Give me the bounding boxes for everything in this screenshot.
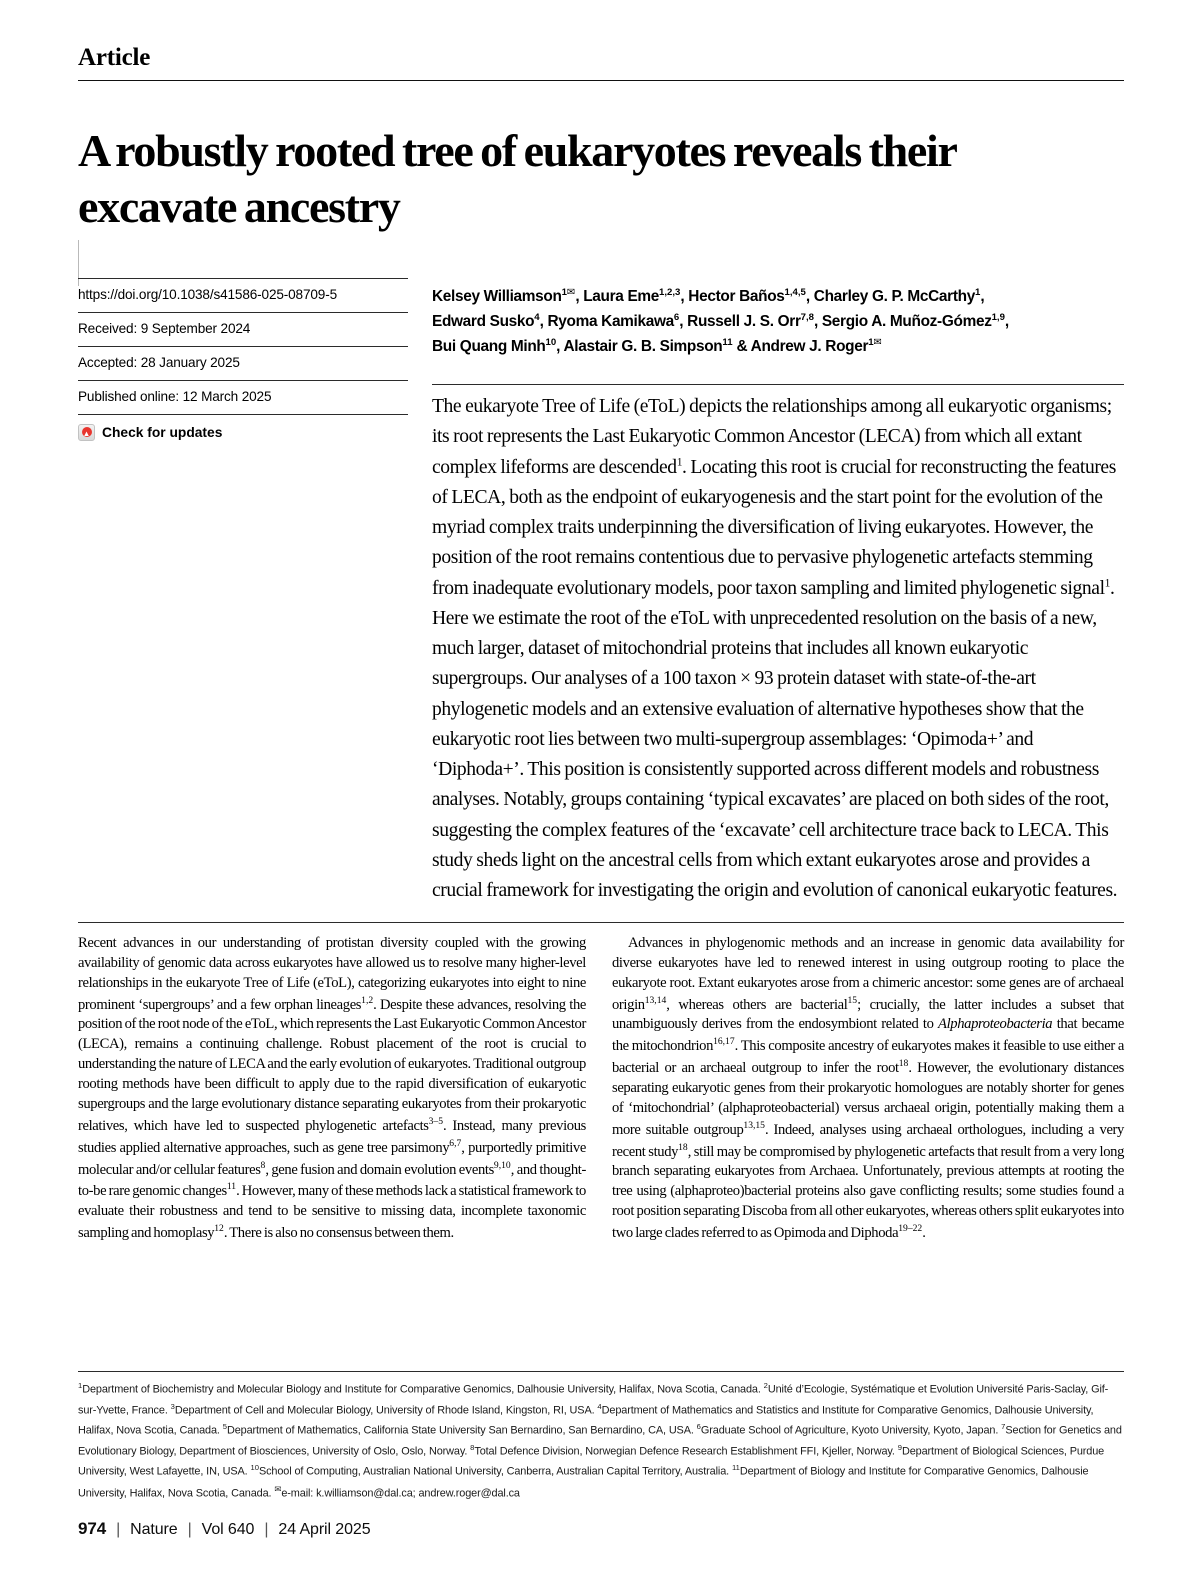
affiliations-divider bbox=[78, 1371, 1124, 1372]
abstract-divider bbox=[432, 384, 1124, 385]
body-column-right bbox=[612, 934, 1124, 1244]
body-paragraph-advances: Advances in phylogenomic methods and an increase in genomic data availability for diverse eukaryotes have led to renewed interest in using outgroup rooting to place the eukaryote root. Extant eukaryotes arose from a chimeric ancestor: some genes are of archaeal origin$^{13,14}$, whereas others are bacterial$^{15}$; crucially, the latter includes a subset that unambiguously derives from the endosymbiont related to Alphaproteobacteria that became the mitochondrion$^{16,17}$. This composite ancestry of eukaryotes makes it feasible to use either a bacterial or an archaeal outgroup to infer the root$^{18}$. However, the evolutionary distances separating eukaryotic genes from their prokaryotic homologues are notably shorter for genes of ‘mitochondrial’ (alphaproteobacterial) versus archaeal origin, potentially making them a more suitable outgroup$^{13,15}$. Indeed, analyses using archaeal orthologues, including a very recent study$^{18}$, still may be compromised by phylogenetic artefacts that result from a very long branch separating eukaryotes from Archaea. Unfortunately, previous attempts at rooting the tree using (alphaproteo)bacterial proteins also gave conflicting results; some studies found a root position separating Discoba from all other eukaryotes, whereas others split eukaryotes into two large clades referred to as Opimoda and Diphoda$^{19-22}$. bbox=[612, 935, 1125, 1241]
article-metadata bbox=[78, 278, 408, 441]
accepted-date: Accepted: 28 January 2025 bbox=[78, 346, 408, 380]
check-for-updates-label: Check for updates bbox=[102, 424, 223, 440]
corresponding-emails[interactable]: k.williamson@dal.ca; andrew.roger@dal.ca bbox=[316, 1487, 520, 1500]
affiliations: $^1$Department of Biochemistry and Molecular Biology and Institute for Comparative Genomics, Dalhousie University, Halifax, Nova Scotia, Canada. $^2$Unité d’Ecologie, Systématique et Evolution Université Paris-Saclay, Gif-sur-Yvette, France. $^3$Department of Cell and Molecular Biology, University of Rhode Island, Kingston, RI, USA. $^4$Department of Mathematics and Statistics and Institute for Comparative Genomics, Dalhousie University, Halifax, Nova Scotia, Canada. $^5$Department of Mathematics, California State University San Bernardino, San Bernardino, CA, USA. $^6$Graduate School of Agriculture, Kyoto University, Kyoto, Japan. $^7$Section for Genetics and Evolutionary Biology, Department of Biosciences, University of Oslo, Oslo, Norway. $^8$Total Defence Division, Norwegian Defence Research Establishment FFI, Kjeller, Norway. $^9$Department of Biological Sciences, Purdue University, West Lafayette, IN, USA. $^{10}$School of Computing, Australian National University, Canberra, Australian Capital Territory, Australia. $^{11}$Department of Biology and Institute for Comparative Genomics, Dalhousie University, Halifax, Nova Scotia, Canada. ✉e-mail: k.williamson@dal.ca; andrew.roger@dal.ca bbox=[78, 1381, 1122, 1500]
footer-page-number: 974 bbox=[78, 1519, 107, 1538]
abstract: The eukaryote Tree of Life (eToL) depicts the relationships among all eukaryotic organisms; its root represents the Last Eukaryotic Common Ancestor (LECA) from which all extant complex lifeforms are descended$^1$. Locating this root is crucial for reconstructing the features of LECA, both as the endpoint of eukaryogenesis and the start point for the evolution of the myriad complex traits underpinning the diversification of living eukaryotes. However, the position of the root remains contentious due to pervasive phylogenetic artefacts stemming from inadequate evolutionary models, poor taxon sampling and limited phylogenetic signal$^1$. Here we estimate the root of the eToL with unprecedented resolution on the basis of a new, much larger, dataset of mitochondrial proteins that includes all known eukaryotic supergroups. Our analyses of a 100 taxon × 93 protein dataset with state-of-the-art phylogenetic models and an extensive evaluation of alternative hypotheses show that the eukaryotic root lies between two multi-supergroup assemblages: ‘Opimoda+’ and ‘Diphoda+’. This position is consistently supported across different models and robustness analyses. Notably, groups containing ‘typical excavates’ are placed on both sides of the root, suggesting the complex features of the ‘excavate’ cell architecture trace back to LECA. This study sheds light on the ancestral cells from which extant eukaryotes arose and provides a crucial framework for investigating the origin and evolution of canonical eukaryotic features. bbox=[432, 396, 1118, 902]
author-list bbox=[432, 284, 1112, 359]
footer-separator-3: | bbox=[264, 1521, 269, 1538]
page-title: A robustly rooted tree of eukaryotes reveals their excavate ancestry bbox=[78, 124, 956, 232]
doi-link[interactable]: https://doi.org/10.1038/s41586-025-08709-5 bbox=[78, 278, 408, 312]
footer-separator-1: | bbox=[116, 1521, 121, 1538]
footer-volume: Vol 640 bbox=[201, 1521, 255, 1538]
author-line-1: Kelsey Williamson$^{1✉}$, Laura Eme$^{1,2,3}$, Hector Baños$^{1,4,5}$, Charley G. P. McCarthy$^1$, bbox=[432, 286, 985, 305]
author-line-3: Bui Quang Minh$^{10}$, Alastair G. B. Simpson$^{11}$ & Andrew J. Roger$^{1✉}$ bbox=[432, 337, 882, 356]
body-paragraph-intro: Recent advances in our understanding of protistan diversity coupled with the growing availability of genomic data across eukaryotes have allowed us to resolve many higher-level relationships in the eukaryote Tree of Life (eToL), categorizing eukaryotes into eight to nine prominent ‘supergroups’ and a few orphan lineages$^{1,2}$. Despite these advances, resolving the position of the root node of the eToL, which represents the Last Eukaryotic Common Ancestor (LECA), remains a continuing challenge. Robust placement of the root is crucial to understanding the nature of LECA and the early evolution of eukaryotes. Traditional outgroup rooting methods have been difficult to apply due to the rapid diversification of eukaryotic supergroups and the large evolutionary distance separating eukaryotes from their prokaryotic relatives, which have led to suspected phylogenetic artefacts$^{3-5}$. Instead, many previous studies applied alternative approaches, such as gene tree parsimony$^{6,7}$, purportedly primitive molecular and/or cellular features$^8$, gene fusion and domain evolution events$^{9,10}$, and thought-to-be rare genomic changes$^{11}$. However, many of these methods lack a statistical framework to evaluate their robustness and tend to be sensitive to missing data, incomplete taxonomic sampling and homoplasy$^{12}$. There is also no consensus between them. bbox=[78, 935, 587, 1241]
footer-separator-2: | bbox=[187, 1521, 192, 1538]
received-date: Received: 9 September 2024 bbox=[78, 312, 408, 346]
check-for-updates-button[interactable] bbox=[78, 414, 408, 441]
footer-issue-date: 24 April 2025 bbox=[278, 1521, 371, 1538]
body-divider bbox=[78, 922, 1124, 923]
masthead bbox=[78, 44, 1124, 81]
masthead-divider bbox=[78, 80, 1124, 81]
page-footer bbox=[78, 1519, 371, 1539]
crossmark-badge-icon bbox=[78, 424, 95, 441]
author-line-2: Edward Susko$^4$, Ryoma Kamikawa$^6$, Russell J. S. Orr$^{7,8}$, Sergio A. Muñoz-Gómez$^{1,9}$, bbox=[432, 311, 1009, 331]
published-date: Published online: 12 March 2025 bbox=[78, 380, 408, 414]
footer-journal-name: Nature bbox=[130, 1521, 178, 1538]
article-type-label: Article bbox=[78, 44, 151, 71]
body-column-left bbox=[78, 934, 586, 1244]
